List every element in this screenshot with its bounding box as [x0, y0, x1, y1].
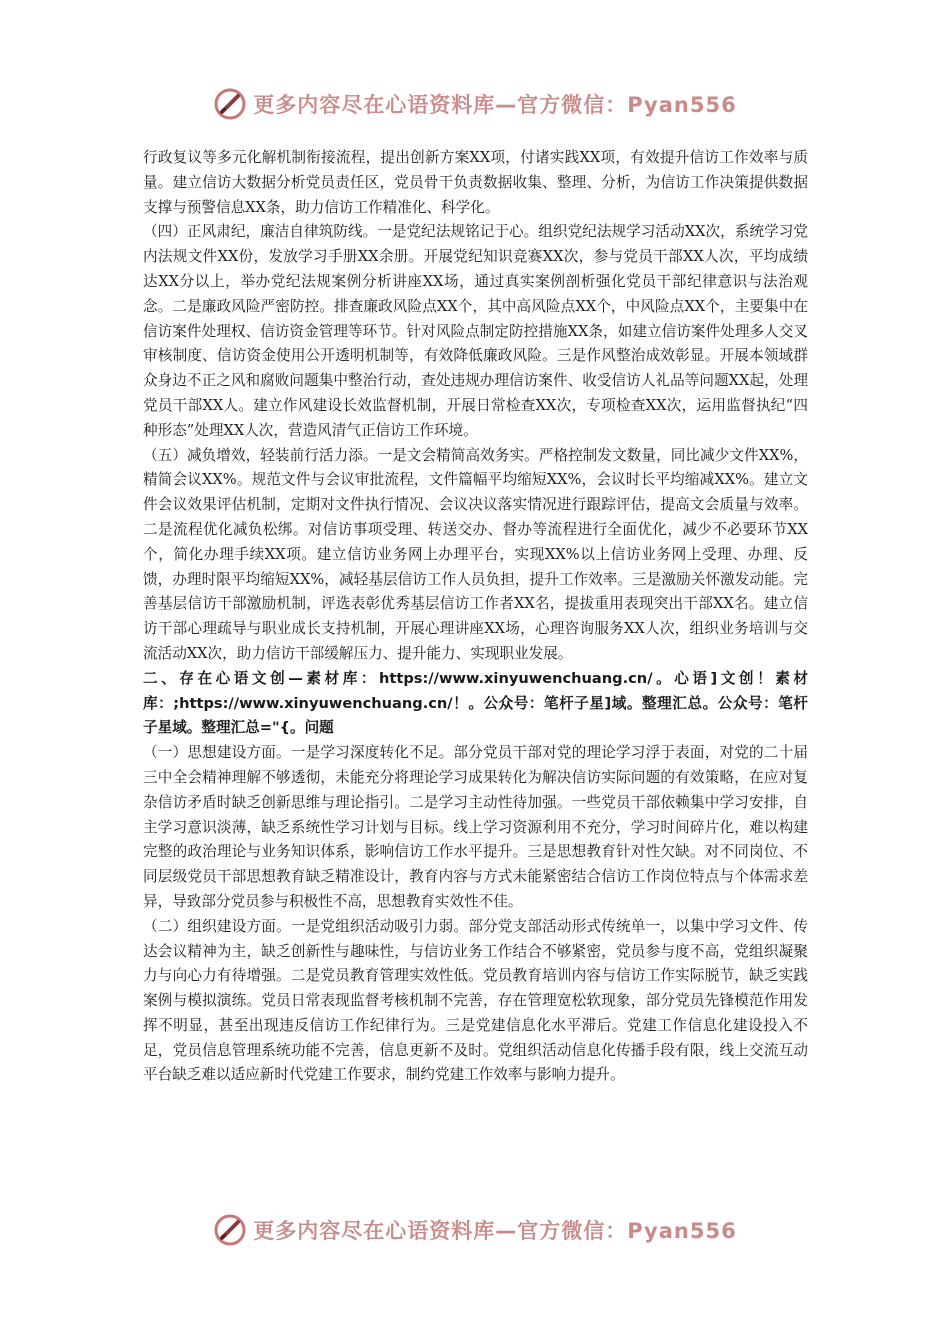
- section-heading: 二、存在心语文创—素材库：https://www.xinyuwenchuang.cn/。心语]文创！素材库：;https://www.xinyuwenchuang.cn/！。公众号：笔杆子星]域。整理汇总。公众号：笔杆子星域。整理汇总="{。问题: [143, 669, 808, 737]
- watermark-text: 更多内容尽在心语资料库—官方微信：Pyan556: [253, 1219, 737, 1243]
- watermark-text: 更多内容尽在心语资料库—官方微信：Pyan556: [253, 93, 737, 117]
- paragraph: （五）减负增效，轻装前行活力添。一是文会精简高效务实。严格控制发文数量，同比减少文件XX%，精简会议XX%。规范文件与会议审批流程，文件篇幅平均缩短XX%，会议时长平均缩减XX%。建立文件会议效果评估机制，定期对文件执行情况、会议决议落实情况进行跟踪评估，提高文会质量与效率。二是流程优化减负松绑。对信访事项受理、转送交办、督办等流程进行全面优化，减少不必要环节XX个，简化办理手续XX项。建立信访业务网上办理平台，实现XX%以上信访业务网上受理、办理、反馈，办理时限平均缩短XX%，减轻基层信访工作人员负担，提升工作效率。三是激励关怀激发动能。完善基层信访干部激励机制，评选表彰优秀基层信访工作者XX名，提拔重用表现突出干部XX名。建立信访干部心理疏导与职业成长支持机制，开展心理讲座XX场，心理咨询服务XX人次，组织业务培训与交流活动XX次，助力信访干部缓解压力、提升能力、实现职业发展。: [143, 446, 808, 662]
- paragraph: （四）正风肃纪，廉洁自律筑防线。一是党纪法规铭记于心。组织党纪法规学习活动XX次，系统学习党内法规文件XX份，发放学习手册XX余册。开展党纪知识竞赛XX次，参与党员干部XX人次，平均成绩达XX分以上，举办党纪法规案例分析讲座XX场，通过真实案例剖析强化党员干部纪律意识与法治观念。二是廉政风险严密防控。排查廉政风险点XX个，其中高风险点XX个，中风险点XX个，主要集中在信访案件处理权、信访资金管理等环节。针对风险点制定防控措施XX条，如建立信访案件处理多人交叉审核制度、信访资金使用公开透明机制等，有效降低廉政风险。三是作风整治成效彰显。开展本领域群众身边不正之风和腐败问题集中整治行动，查处违规办理信访案件、收受信访人礼品等问题XX起，处理党员干部XX人。建立作风建设长效监督机制，开展日常检查XX次，专项检查XX次，运用监督执纪“四种形态”处理XX人次，营造风清气正信访工作环境。: [143, 223, 808, 439]
- brush-logo-icon: [213, 87, 247, 121]
- paragraph: （二）组织建设方面。一是党组织活动吸引力弱。部分党支部活动形式传统单一，以集中学习文件、传达会议精神为主，缺乏创新性与趣味性，与信访业务工作结合不够紧密，党员参与度不高，党组织凝聚力与向心力有待增强。二是党员教育管理实效性低。党员教育培训内容与信访工作实际脱节，缺乏实践案例与模拟演练。党员日常表现监督考核机制不完善，存在管理宽松软现象，部分党员先锋模范作用发挥不明显，甚至出现违反信访工作纪律行为。三是党建信息化水平滞后。党建工作信息化建设投入不足，党员信息管理系统功能不完善，信息更新不及时。党组织活动信息化传播手段有限，线上交流互动平台缺乏难以适应新时代党建工作要求，制约党建工作效率与影响力提升。: [143, 917, 808, 1084]
- header-watermark-banner: [0, 82, 950, 126]
- document-body: [143, 146, 808, 1088]
- brush-logo-icon: [213, 1213, 247, 1247]
- paragraph: 行政复议等多元化解机制衔接流程，提出创新方案XX项，付诸实践XX项，有效提升信访工作效率与质量。建立信访大数据分析党员责任区，党员骨干负责数据收集、整理、分析，为信访工作决策提供数据支撑与预警信息XX条，助力信访工作精准化、科学化。: [143, 149, 808, 216]
- footer-watermark-banner: [0, 1208, 950, 1252]
- paragraph: （一）思想建设方面。一是学习深度转化不足。部分党员干部对党的理论学习浮于表面，对党的二十届三中全会精神理解不够透彻，未能充分将理论学习成果转化为解决信访实际问题的有效策略，在应对复杂信访矛盾时缺乏创新思维与理论指引。二是学习主动性待加强。一些党员干部依赖集中学习安排，自主学习意识淡薄，缺乏系统性学习计划与目标。线上学习资源利用不充分，学习时间碎片化，难以构建完整的政治理论与业务知识体系，影响信访工作水平提升。三是思想教育针对性欠缺。对不同岗位、不同层级党员干部思想教育缺乏精准设计，教育内容与方式未能紧密结合信访工作岗位特点与个体需求差异，导致部分党员参与积极性不高，思想教育实效性不佳。: [143, 744, 808, 910]
